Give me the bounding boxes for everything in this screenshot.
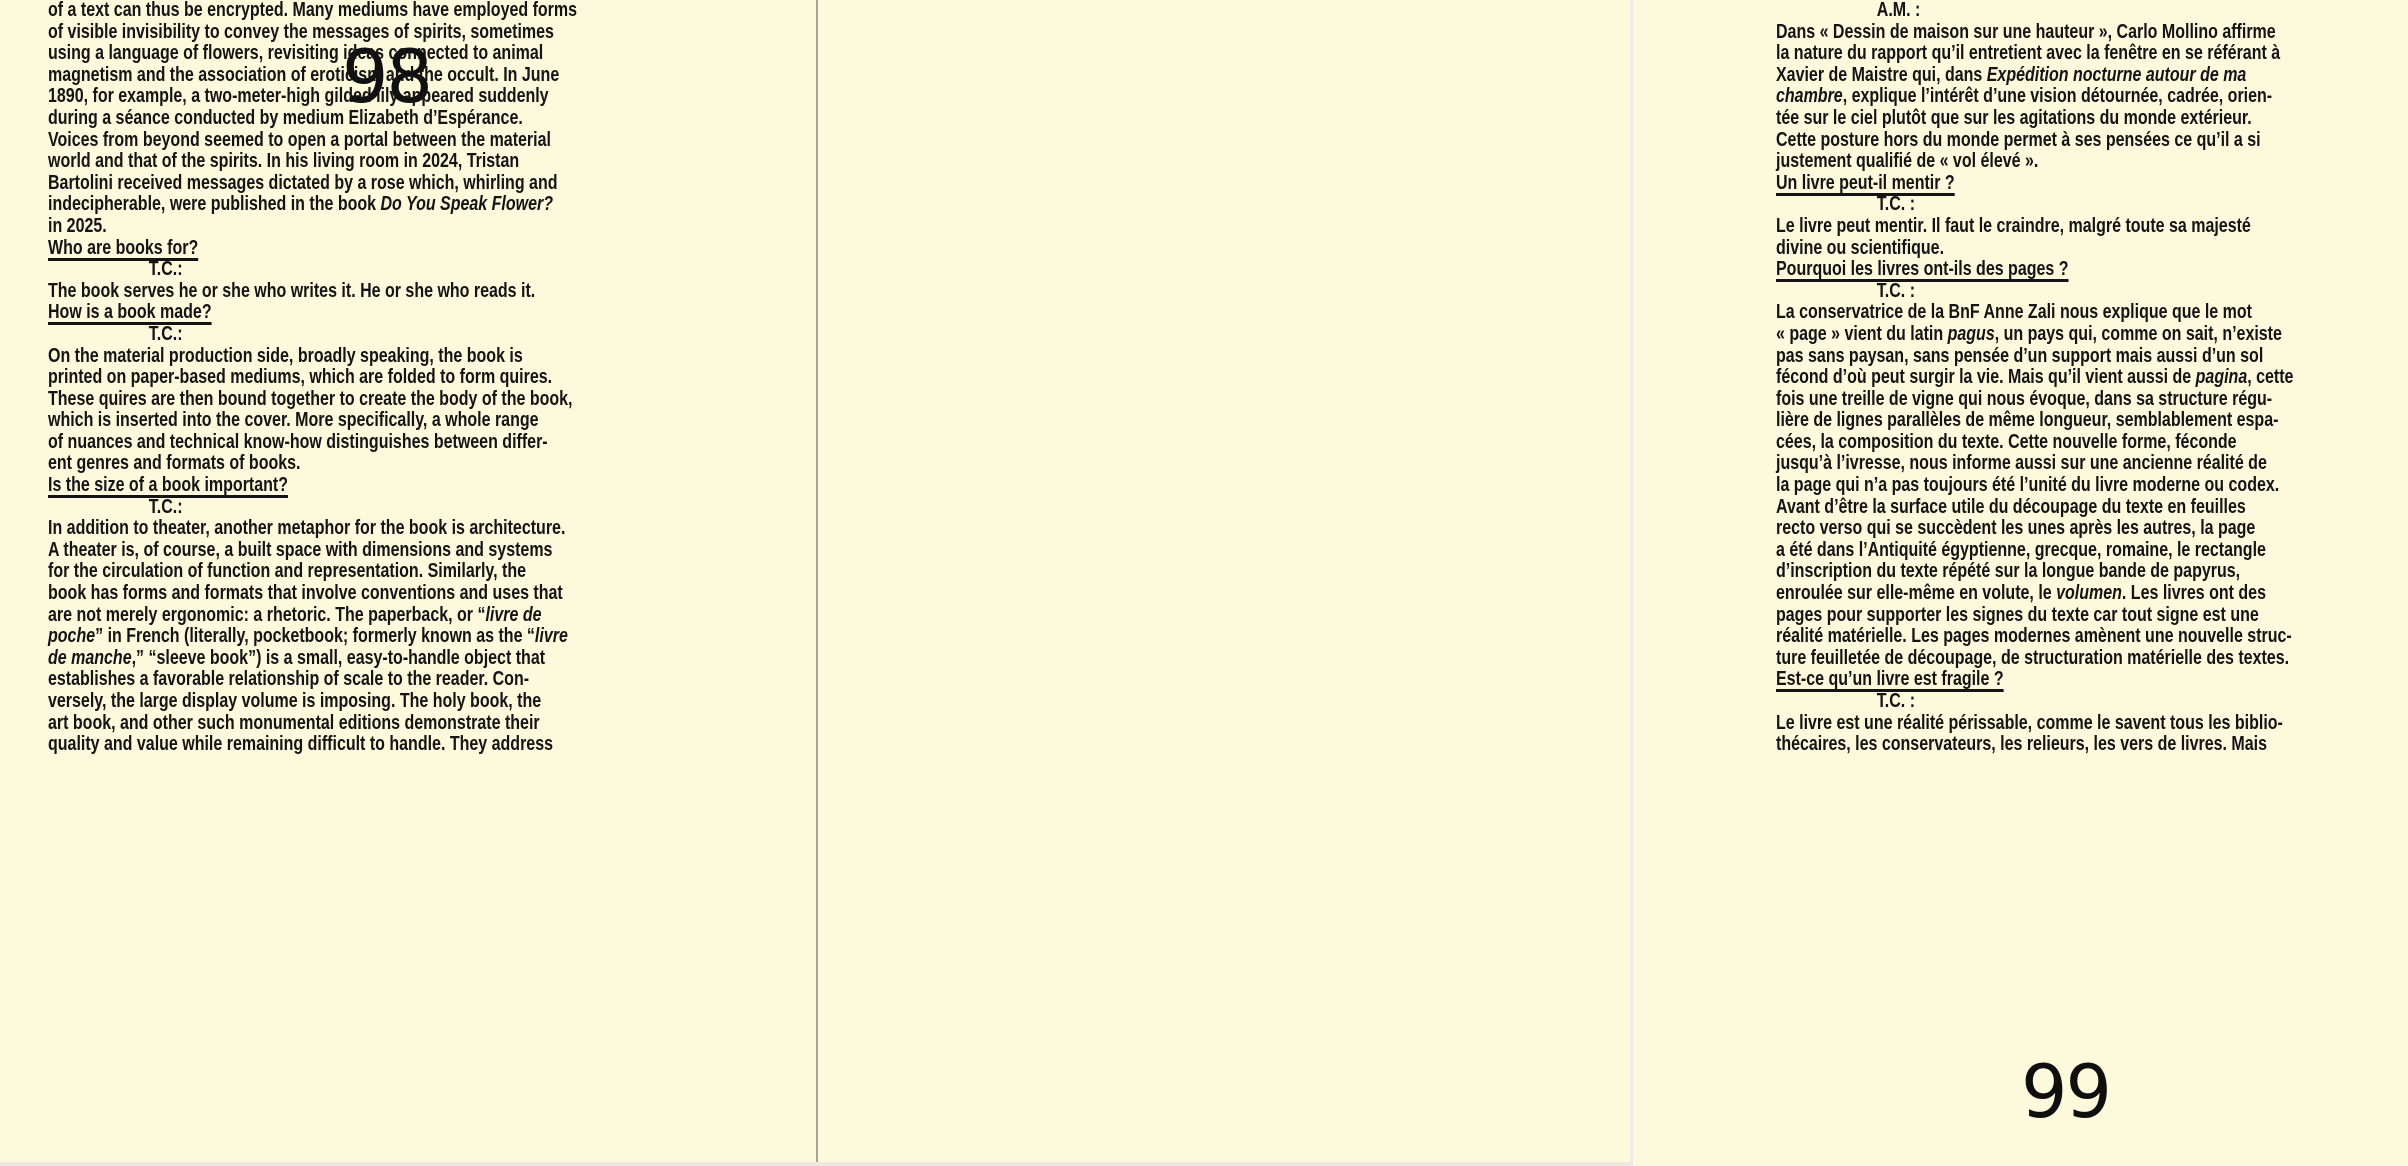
answer-text: The book serves he or she who writes it. He or she who reads it. [48,279,536,302]
question-heading-is-size-important: Is the size of a book important? [48,474,289,497]
answer-text: On the material production side, broadly speaking, the book is printed on paper-based mediums, which are folded to form quires. These quires are then bound together to create the body of the book, which is inserted into the cover. More specifically, a whole range of nuances and technical know-how distinguishes between differ- ent genres and formats of books. [48,344,573,475]
qa-block [48,497,680,756]
left-intro-paragraph: of a text can thus be encrypted. Many mediums have employed forms of visible invisibility to convey the messages of spirits, sometimes using a language of flowers, revisiting ideas connected to animal magnetism and the association of eroticism and the occult. In June 1890, for example, a two-meter-high gilded lily appeared suddenly during a séance conducted by medium Elizabeth d’Espérance. Voices from beyond seemed to open a portal between the material world and that of the spirits. In his living room in 2024, Tristan Bartolini received messages dictated by a rose which, whirling and indecipherable, were published in the book Do You Speak Flower? in 2025. [48,0,578,237]
qa-block [48,259,680,302]
page-right [818,0,2294,1166]
speaker-label: T.C.: [148,322,183,345]
question-heading-un-livre-peut-il-mentir: Un livre peut-il mentir ? [1776,171,1955,194]
qa-block [48,324,680,475]
left-text-column [48,0,680,756]
qa-block [1776,691,2408,756]
answer-text: La conservatrice de la BnF Anne Zali nous explique que le mot « page » vient du latin pagus, un pays qui, comme on sait, n’existe pas sans paysan, sans pensée d’un support mais aussi d’un sol fécond d’où peut surgir la vie. Mais qu’il vient aussi de pagina, cette fois une treille de vigne qui nous évoque, dans sa structure régu- lière de lignes parallèles de même longueur, semblablement espa- cées, la composition du texte. Cette nouvelle forme, féconde jusqu’à l’ivresse, nous informe aussi sur une ancienne réalité de la page qui n’a pas toujours été l’unité du livre moderne ou codex. Avant d’être la surface utile du découpage du texte en feuilles recto verso qui se succèdent les unes après les autres, la page a été dans l’Antiquité égyptienne, grecque, romaine, le rectangle d’inscription du texte répété sur la longue bande de papyrus, enroulée sur elle-même en volute, le volumen. Les livres ont des pages pour supporter les signes du texte car tout signe est une réalité matérielle. Les pages modernes amènent une nouvelle struc- ture feuilletée de découpage, de structuration matérielle des textes. [1776,301,2294,669]
page-number-right: 99 [2021,1050,2110,1135]
answer-text: Le livre peut mentir. Il faut le craindre, malgré toute sa majesté divine ou scientifique. [1776,214,2251,259]
scan-edge-bottom [0,1162,1633,1166]
page-number-left: 98 [342,35,431,120]
page-left [0,0,816,1166]
question-heading-pourquoi-des-pages: Pourquoi les livres ont-ils des pages ? [1776,258,2069,281]
scan-edge-right [1630,0,1633,1166]
question-heading-who-are-books-for: Who are books for? [48,236,199,259]
question-heading-livre-fragile: Est-ce qu’un livre est fragile ? [1776,668,2004,691]
answer-text: In addition to theater, another metaphor for the book is architecture. A theater is, of course, a built space with dimensions and systems for the circulation of function and representation. Similarly, the book has forms and formats that involve conventions and uses that are not merely ergonomic: a rhetoric. The paperback, or “livre de poche” in French (literally, pocketbook; formerly known as the “livre de manche,” “sleeve book”) is a small, easy-to-handle object that establishes a favorable relationship of scale to the reader. Con- versely, the large display volume is imposing. The holy book, the art book, and other such monumental editions demonstrate their quality and value while remaining difficult to handle. They address [48,517,568,756]
speaker-label: T.C. : [1876,193,1916,216]
right-text-column [1776,0,2408,756]
speaker-label: T.C.: [148,258,183,281]
right-intro-block [1776,0,2408,173]
qa-block [1776,281,2408,670]
answer-text: Le livre est une réalité périssable, comme le savent tous les biblio- thécaires, les conservateurs, les relieurs, les vers de livres. Mais [1776,711,2283,756]
qa-block [1776,194,2408,259]
speaker-label: A.M. : [1876,0,1921,21]
speaker-label: T.C. : [1876,279,1916,302]
right-intro-paragraph: Dans « Dessin de maison sur une hauteur », Carlo Mollino affirme la nature du rapport qu’il entretient avec la fenêtre en se référant à Xavier de Maistre qui, dans Expédition nocturne autour de ma chambre, explique l’intérêt d’une vision détournée, cadrée, orien- tée sur le ciel plutôt que sur les agitations du monde extérieur. Cette posture hors du monde permet à ses pensées ce qu’il a si justement qualifié de « vol élevé ». [1776,20,2281,173]
speaker-label: T.C.: [148,495,183,518]
question-heading-how-is-a-book-made: How is a book made? [48,301,212,324]
speaker-label: T.C. : [1876,690,1916,712]
